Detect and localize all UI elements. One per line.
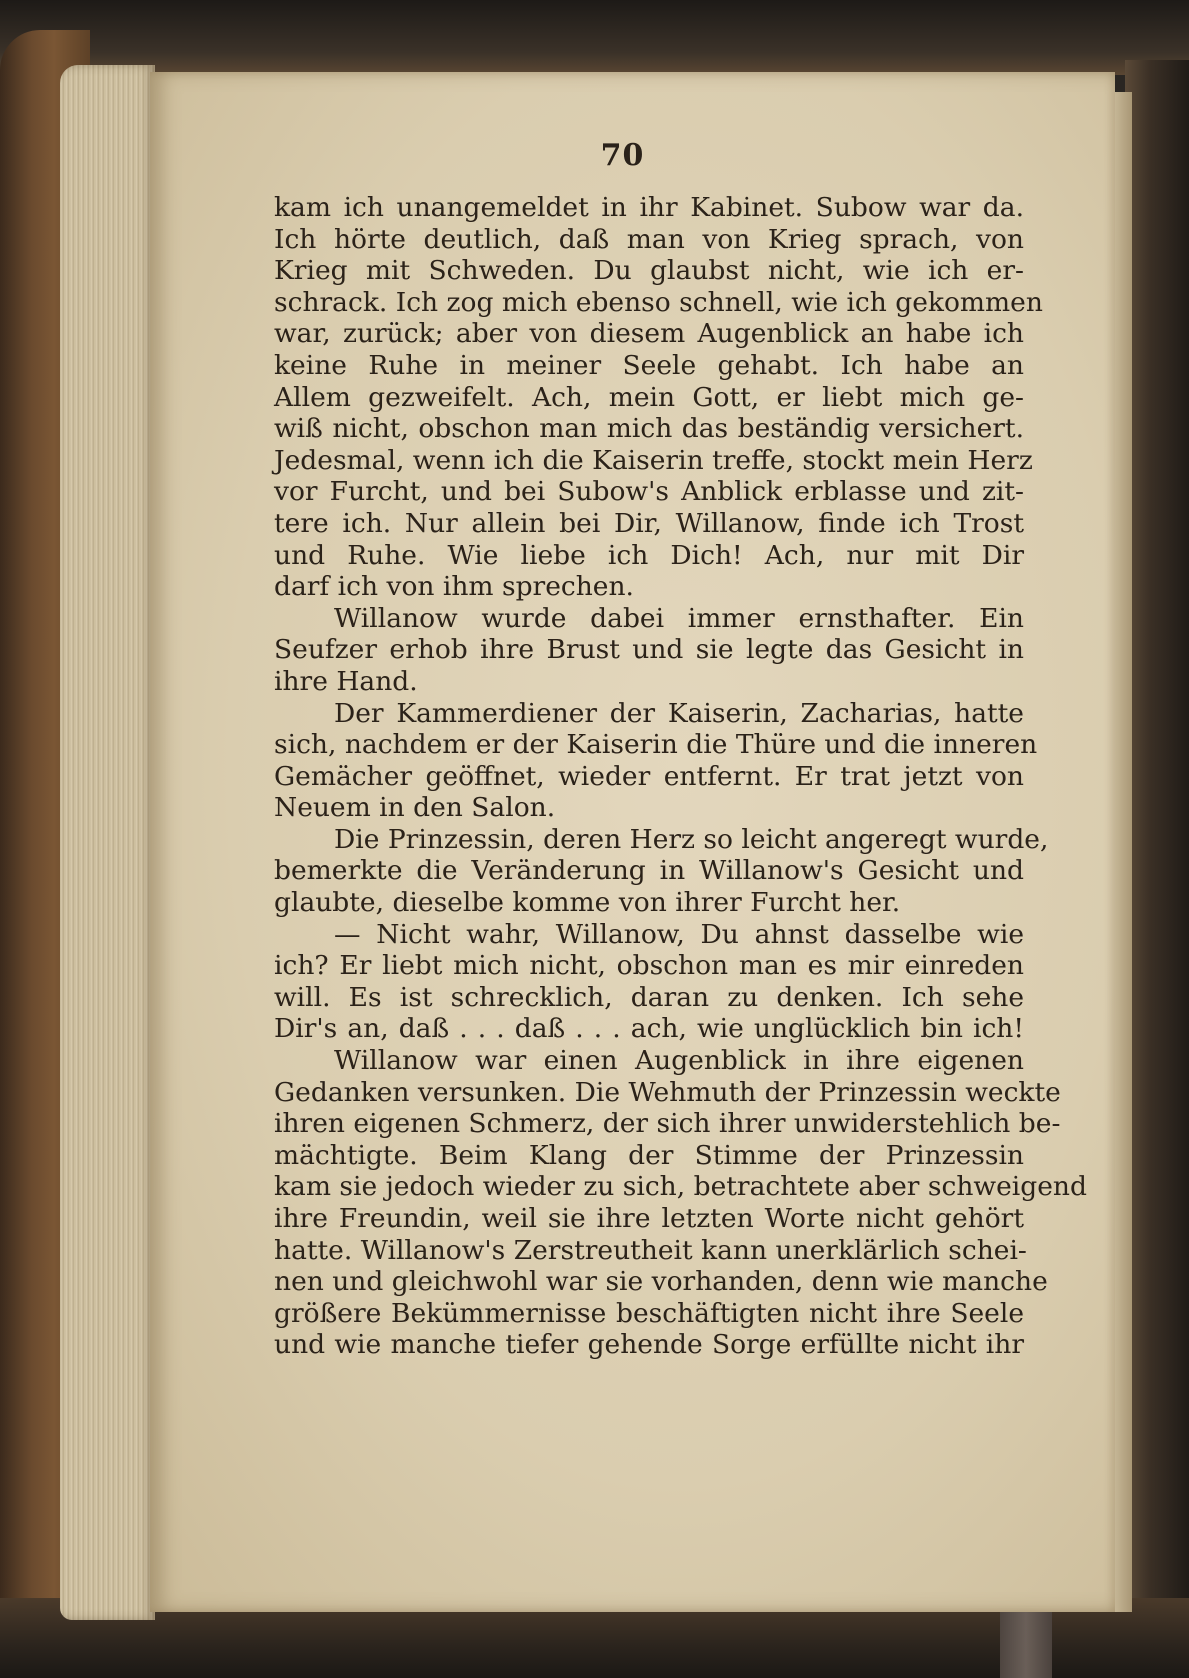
text-line: Die Prinzessin, deren Herz so leicht angeregt wurde, (334, 823, 1049, 855)
text-line: Der Kammerdiener der Kaiserin, Zacharias, hatte (334, 697, 1024, 729)
text-line: keine Ruhe in meiner Seele gehabt. Ich habe an (274, 349, 1024, 381)
text-line: vor Furcht, und bei Subow's Anblick erblasse und zit- (274, 476, 1024, 508)
text-line: schrack. Ich zog mich ebenso schnell, wie ich gekommen (274, 286, 1043, 318)
text-line: und wie manche tiefer gehende Sorge erfüllte nicht ihr (274, 1329, 1024, 1361)
text-line: kam sie jedoch wieder zu sich, betrachtete aber schweigend (274, 1171, 1087, 1203)
text-line: Jedesmal, wenn ich die Kaiserin treffe, stockt mein Herz (274, 444, 1033, 476)
text-line: Gemächer geöffnet, wieder entfernt. Er trat jetzt von (274, 760, 1024, 792)
book-cover-top (0, 0, 1189, 75)
page-stack-edges (60, 65, 155, 1620)
text-line: darf ich von ihm sprechen. (274, 571, 634, 603)
text-line: ihren eigenen Schmerz, der sich ihrer unwiderstehlich be- (274, 1108, 1061, 1140)
text-line: tere ich. Nur allein bei Dir, Willanow, finde ich Trost (274, 507, 1024, 539)
text-line: Neuem in den Salon. (274, 792, 556, 824)
text-line: mächtigte. Beim Klang der Stimme der Prinzessin (274, 1139, 1024, 1171)
text-line: Seufzer erhob ihre Brust und sie legte das Gesicht in (274, 634, 1024, 666)
text-line: ihre Freundin, weil sie ihre letzten Worte nicht gehört (274, 1203, 1024, 1234)
text-line: Allem gezweifelt. Ach, mein Gott, er liebt mich ge- (274, 381, 1024, 413)
text-line: Willanow war einen Augenblick in ihre eigenen (334, 1045, 1024, 1077)
text-line: ich? Er liebt mich nicht, obschon man es mir einreden (274, 950, 1024, 982)
text-line: wiß nicht, obschon man mich das beständig versichert. (274, 413, 1024, 445)
page-number: 70 (600, 138, 645, 173)
text-line: — Nicht wahr, Willanow, Du ahnst dasselbe wie (334, 918, 1024, 950)
text-line: glaubte, dieselbe komme von ihrer Furcht her. (274, 887, 901, 919)
text-line: war, zurück; aber von diesem Augenblick an habe ich (274, 318, 1024, 350)
book-cover-right (1125, 60, 1189, 1678)
page-body-text (274, 192, 1087, 1361)
text-line: nen und gleichwohl war sie vorhanden, denn wie manche (274, 1266, 1048, 1298)
text-line: Krieg mit Schweden. Du glaubst nicht, wie ich er- (274, 255, 1024, 287)
text-line: und Ruhe. Wie liebe ich Dich! Ach, nur mit Dir (274, 539, 1024, 571)
text-line: hatte. Willanow's Zerstreutheit kann unerklärlich schei- (274, 1234, 1027, 1266)
text-line: bemerkte die Veränderung in Willanow's Gesicht und (274, 855, 1024, 887)
text-line: will. Es ist schrecklich, daran zu denken. Ich sehe (274, 981, 1024, 1013)
text-line: Dir's an, daß . . . daß . . . ach, wie unglücklich bin ich! (274, 1013, 1024, 1045)
text-line: Willanow wurde dabei immer ernsthafter. Ein (334, 602, 1024, 634)
book-page (150, 72, 1115, 1612)
text-line: größere Bekümmernisse beschäftigten nicht ihre Seele (274, 1297, 1024, 1329)
text-line: ihre Hand. (274, 665, 418, 697)
text-line: Ich hörte deutlich, daß man von Krieg sprach, von (274, 223, 1024, 255)
text-line: Gedanken versunken. Die Wehmuth der Prinzessin weckte (274, 1076, 1061, 1108)
text-line: sich, nachdem er der Kaiserin die Thüre und die inneren (274, 729, 1038, 761)
text-line: kam ich unangemeldet in ihr Kabinet. Subow war da. (274, 192, 1024, 223)
